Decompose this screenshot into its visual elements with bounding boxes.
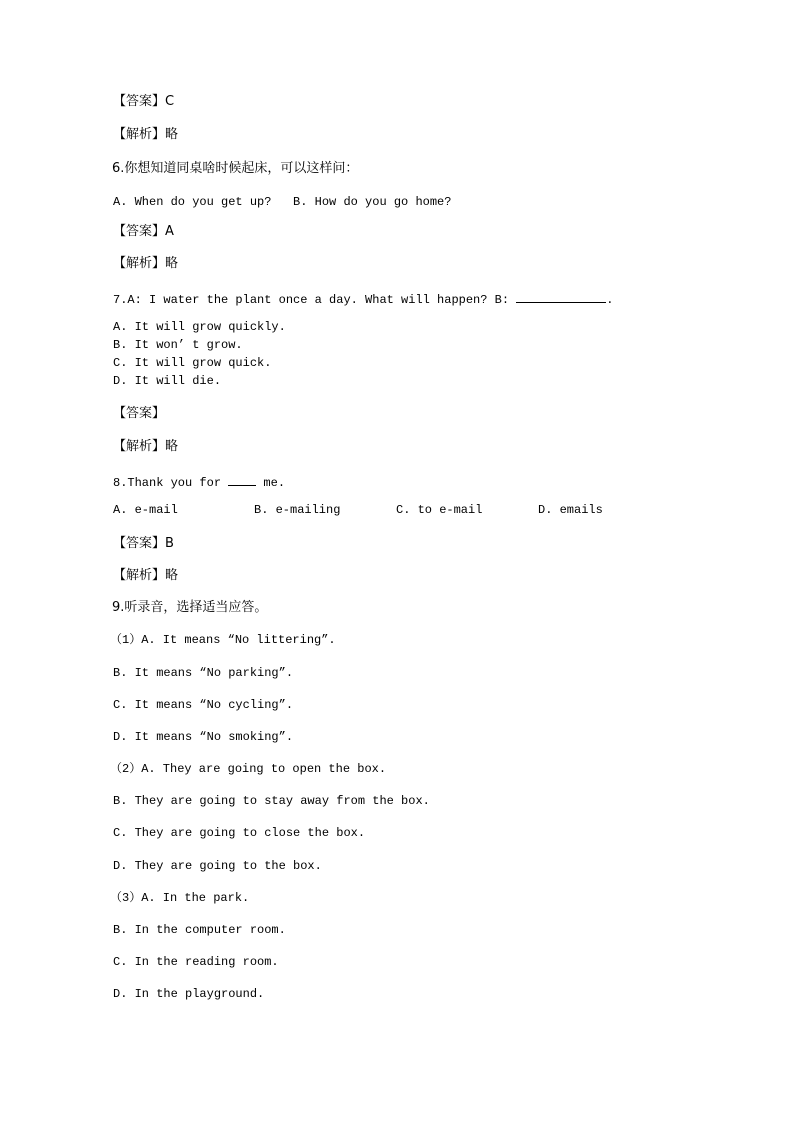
q9-stem: 9.听录音，选择适当应答。 [112, 600, 268, 615]
q6-answer: 【答案】A [113, 224, 174, 239]
q9-line: （3）A. In the park. [110, 891, 250, 905]
q8-option-b: B. e-mailing [254, 503, 341, 517]
q8-option-a: A. e-mail [113, 503, 178, 517]
q9-line: D. In the playground. [113, 987, 265, 1001]
q6-analysis: 【解析】略 [113, 256, 179, 271]
q7-option-a: A. It will grow quickly. [113, 320, 286, 334]
q7-option-d: D. It will die. [113, 374, 222, 388]
q9-line: B. In the computer room. [113, 923, 286, 937]
q9-line: C. It means “No cycling”. [113, 698, 294, 712]
q7-answer: 【答案】 [113, 406, 166, 421]
q5-analysis: 【解析】略 [113, 127, 179, 142]
answer-blank [516, 292, 606, 303]
q7-option-c: C. It will grow quick. [113, 356, 272, 370]
q9-line: （1）A. It means “No littering”. [110, 633, 336, 647]
q8-answer: 【答案】B [113, 536, 174, 551]
q9-line: B. It means “No parking”. [113, 666, 294, 680]
q7-stem-text: 7.A: I water the plant once a day. What will happen? B: [113, 293, 517, 307]
q9-line: B. They are going to stay away from the box. [113, 794, 430, 808]
q7-option-b: B. It won’ t grow. [113, 338, 243, 352]
q8-stem-end: me. [256, 476, 286, 490]
q6-stem: 6.你想知道同桌啥时候起床，可以这样问： [112, 161, 359, 176]
answer-blank [228, 475, 256, 486]
q8-option-d: D. emails [538, 503, 603, 517]
q5-answer: 【答案】C [113, 94, 175, 109]
q8-option-c: C. to e-mail [396, 503, 483, 517]
q6-options: A. When do you get up? B. How do you go home? [113, 195, 452, 209]
q7-analysis: 【解析】略 [113, 439, 179, 454]
q8-stem [113, 475, 285, 490]
q9-line: C. They are going to close the box. [113, 826, 366, 840]
q9-line: C. In the reading room. [113, 955, 279, 969]
q9-line: D. They are going to the box. [113, 859, 322, 873]
q9-line: D. It means “No smoking”. [113, 730, 294, 744]
q7-stem [113, 292, 613, 307]
q8-stem-text: 8.Thank you for [113, 476, 229, 490]
q8-analysis: 【解析】略 [113, 568, 179, 583]
q9-line: （2）A. They are going to open the box. [110, 762, 387, 776]
q7-stem-end: . [606, 293, 614, 307]
